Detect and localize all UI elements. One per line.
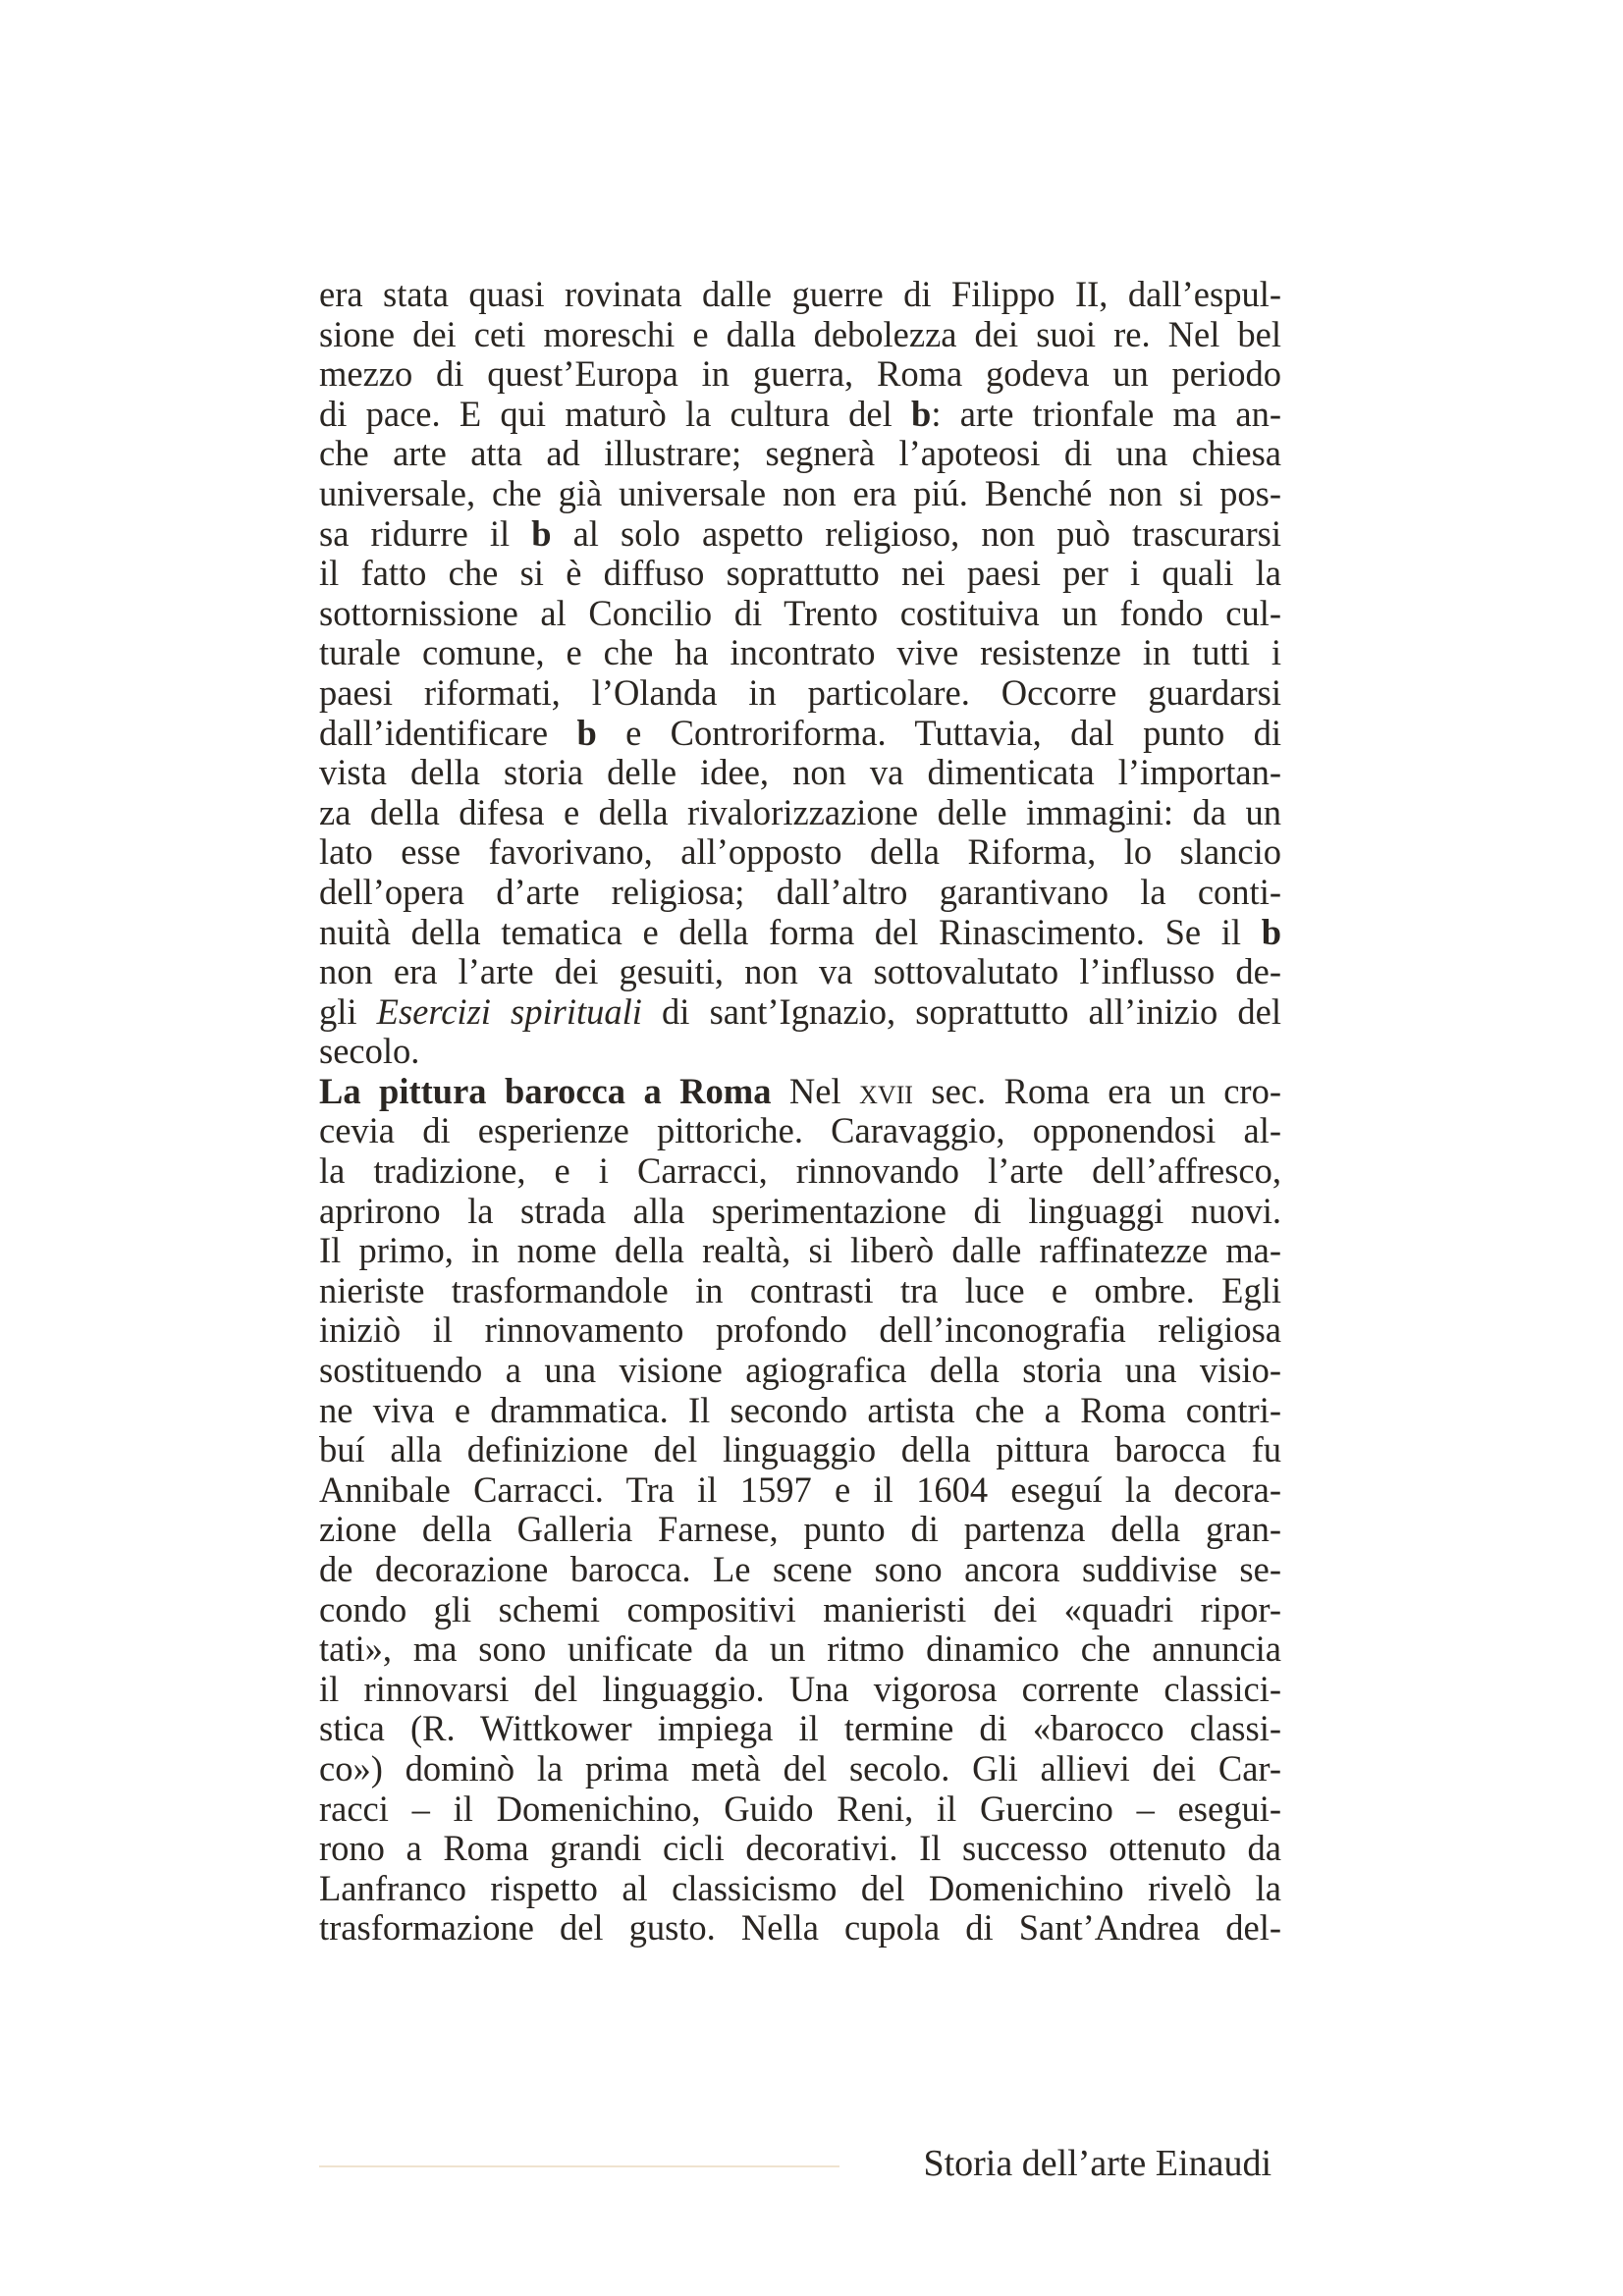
text-line [319,913,1281,953]
text-line [319,952,1281,992]
bold-run: b [911,393,932,434]
text-run: turale comune, e che ha incontrato vive resistenze in tutti i [319,632,1281,673]
footer-rule [319,2165,839,2167]
text-run: buí alla definizione del linguaggio della pittura barocca fu [319,1429,1281,1470]
text-run: mezzo di quest’Europa in guerra, Roma godeva un periodo [319,353,1281,395]
text-run: ne viva e drammatica. Il secondo artista che a Roma contri- [319,1389,1281,1430]
text-run: sostituendo a una visione agiografica della storia una visio- [319,1350,1281,1391]
text-run: sa ridurre il [319,512,532,554]
text-line [319,1789,1281,1830]
text-line [319,434,1281,474]
text-run: che arte atta ad illustrare; segnerà l’apoteosi di una chiesa [319,433,1281,474]
text-run: sec. Roma era un cro- [912,1070,1281,1111]
text-line [319,1351,1281,1391]
bold-run: b [1261,911,1281,952]
text-line [319,275,1281,315]
text-line [319,594,1281,634]
text-run: Annibale Carracci. Tra il 1597 e il 1604 eseguí la decora- [319,1468,1281,1510]
text-line [319,793,1281,833]
text-line [319,1231,1281,1271]
text-run: de decorazione barocca. Le scene sono ancora suddivise se- [319,1549,1281,1589]
text-run: sottornissione al Concilio di Trento costituiva un fondo cul- [319,592,1281,633]
text-line [319,1430,1281,1470]
text-line [319,1151,1281,1192]
text-line [319,354,1281,395]
text-line [319,1908,1281,1949]
footer-title: Storia dell’arte Einaudi [923,2143,1271,2184]
text-run: Lanfranco rispetto al classicismo del Domenichino rivelò la [319,1867,1281,1908]
text-line [319,1391,1281,1431]
text-run: paesi riformati, l’Olanda in particolare. Occorre guardarsi [319,671,1281,713]
text-line [319,673,1281,714]
text-run: co») dominò la prima metà del secolo. Gli allievi dei Car- [319,1747,1281,1789]
text-run: condo gli schemi compositivi manieristi dei «quadri ripor- [319,1588,1281,1629]
text-run: nuità della tematica e della forma del Rinascimento. Se il [319,911,1262,952]
text-line [319,1510,1281,1550]
text-line [319,1271,1281,1311]
text-line [319,1590,1281,1630]
text-run: la tradizione, e i Carracci, rinnovando l’arte dell’affresco, [319,1150,1281,1192]
text-run: : arte trionfale ma an- [931,393,1281,434]
text-run: tati», ma sono unificate da un ritmo dinamico che annuncia [319,1629,1281,1670]
text-run: za della difesa e della rivalorizzazione delle immagini: da un [319,791,1281,832]
text-line [319,1192,1281,1232]
text-line [319,1111,1281,1151]
text-run: il rinnovarsi del linguaggio. Una vigorosa corrente classici- [319,1668,1281,1709]
text-line [319,633,1281,673]
text-run: universale, che già universale non era piú. Benché non si pos- [319,472,1281,513]
text-run: cevia di esperienze pittoriche. Caravaggio, opponendosi al- [319,1110,1281,1151]
text-line [319,1629,1281,1670]
text-run: gli [319,990,377,1032]
text-line [319,1829,1281,1869]
text-run: rono a Roma grandi cicli decorativi. Il successo ottenuto da [319,1828,1281,1869]
text-run: dell’opera d’arte religiosa; dall’altro garantivano la conti- [319,871,1281,912]
text-run: trasformazione del gusto. Nella cupola di Sant’Andrea del- [319,1907,1281,1949]
text-line [319,992,1281,1033]
text-run: dall’identificare [319,712,577,753]
text-run: zione della Galleria Farnese, punto di partenza della gran- [319,1509,1281,1550]
text-run: Il primo, in nome della realtà, si liberò dalle raffinatezze ma- [319,1230,1281,1271]
bold-run: b [576,712,597,753]
text-run: di pace. E qui maturò la cultura del [319,393,911,434]
text-line [319,315,1281,355]
text-line [319,1470,1281,1511]
text-run: vista della storia delle idee, non va dimenticata l’importan- [319,752,1281,793]
text-run: di sant’Ignazio, soprattutto all’inizio del [641,990,1281,1032]
text-line [319,1670,1281,1710]
text-run: Nel [771,1070,860,1111]
text-run: era stata quasi rovinata dalle guerre di Filippo II, dall’espul- [319,274,1281,314]
text-run: e Controriforma. Tuttavia, dal punto di [596,712,1282,753]
text-line [319,1550,1281,1590]
text-run: aprirono la strada alla sperimentazione di linguaggi nuovi. [319,1190,1281,1231]
bold-run: La pittura barocca a Roma [319,1070,772,1111]
text-line [319,1709,1281,1749]
bold-run: b [531,512,552,554]
text-run: racci – il Domenichino, Guido Reni, il Guercino – esegui- [319,1788,1281,1829]
text-run: al solo aspetto religioso, non può trascurarsi [551,512,1281,554]
text-run: sione dei ceti moreschi e dalla debolezza dei suoi re. Nel bel [319,313,1281,354]
text-line [319,1869,1281,1909]
text-line [319,1072,1281,1112]
text-line [319,1032,1281,1072]
text-line [319,1310,1281,1351]
text-run: non era l’arte dei gesuiti, non va sottovalutato l’influsso de- [319,951,1281,992]
text-line [319,395,1281,435]
italic-run: Esercizi spirituali [376,990,642,1032]
text-line [319,554,1281,594]
text-run: lato esse favorivano, all’opposto della Riforma, lo slancio [319,831,1281,873]
text-run: stica (R. Wittkower impiega il termine di «barocco classi- [319,1708,1281,1749]
text-line [319,514,1281,555]
smallcaps-run: xvii [859,1070,913,1111]
text-line [319,474,1281,514]
text-run: iniziò il rinnovamento profondo dell’inconografia religiosa [319,1309,1281,1351]
text-run: nieriste trasformandole in contrasti tra luce e ombre. Egli [319,1269,1281,1310]
text-line [319,873,1281,913]
body-text [319,275,1281,1949]
text-line [319,1749,1281,1789]
text-line [319,714,1281,754]
text-line [319,832,1281,873]
text-run: secolo. [319,1031,420,1072]
text-line [319,753,1281,793]
text-run: il fatto che si è diffuso soprattutto nei paesi per i quali la [319,553,1281,594]
